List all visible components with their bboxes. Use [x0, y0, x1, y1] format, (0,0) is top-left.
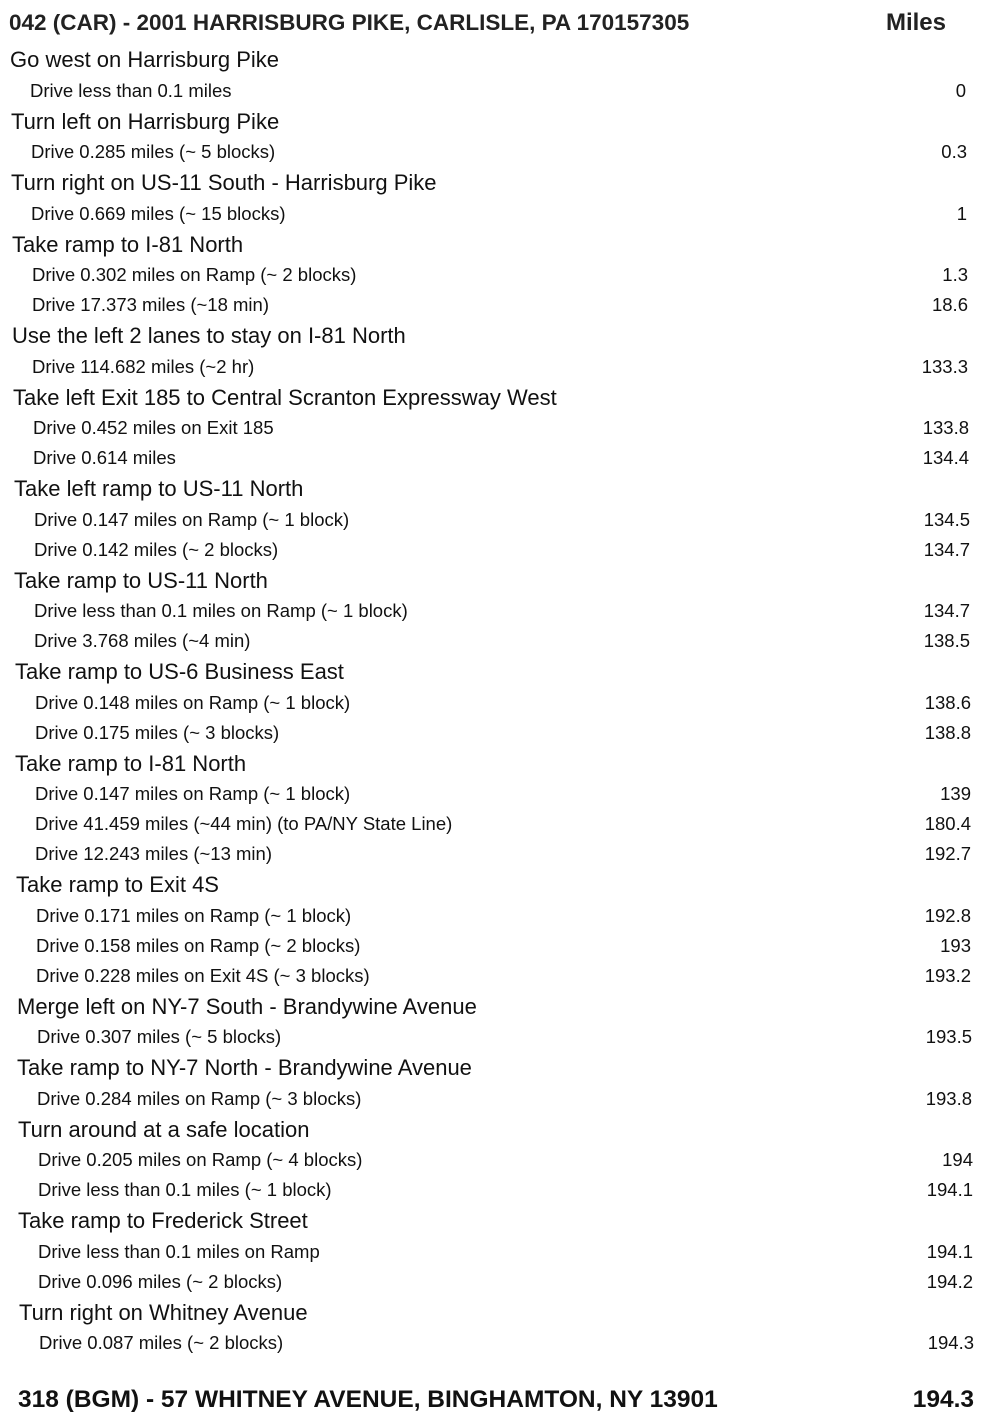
step-instruction: Take ramp to Exit 4S [16, 872, 219, 897]
cumulative-miles: 138.5 [923, 630, 970, 651]
step-detail-row [0, 1084, 984, 1114]
step-detail-row [0, 1022, 984, 1052]
cumulative-miles: 194.1 [926, 1240, 973, 1262]
drive-distance-text: Drive 0.171 miles on Ramp (~ 1 block) [36, 904, 352, 926]
drive-distance-text: Drive 0.302 miles on Ramp (~ 2 blocks) [32, 264, 357, 285]
step-instruction: Go west on Harrisburg Pike [10, 47, 279, 72]
step-detail-row [0, 76, 984, 106]
cumulative-miles: 1.3 [942, 264, 968, 285]
step-detail-row [0, 290, 984, 320]
drive-distance-text: Drive less than 0.1 miles on Ramp [38, 1240, 320, 1262]
route-footer [18, 1382, 974, 1418]
cumulative-miles: 134.5 [923, 508, 970, 530]
drive-distance-text: Drive 0.147 miles on Ramp (~ 1 block) [35, 783, 351, 804]
drive-distance-text: Drive 0.669 miles (~ 15 blocks) [31, 202, 286, 224]
drive-distance-text: Drive 3.768 miles (~4 min) [34, 630, 251, 651]
cumulative-miles: 0.3 [941, 141, 967, 162]
step-detail-row [0, 839, 984, 869]
drive-distance-text: Drive 0.614 miles [33, 447, 176, 468]
step-detail-row [0, 413, 984, 443]
drive-distance-text: Drive 0.452 miles on Exit 185 [33, 417, 274, 438]
drive-distance-text: Drive 0.148 miles on Ramp (~ 1 block) [35, 691, 351, 713]
drive-distance-text: Drive 0.087 miles (~ 2 blocks) [39, 1332, 284, 1353]
drive-distance-text: Drive 0.284 miles on Ramp (~ 3 blocks) [37, 1087, 362, 1109]
cumulative-miles: 192.8 [924, 904, 971, 926]
cumulative-miles: 0 [955, 79, 966, 101]
step-instruction: Take ramp to US-11 North [14, 567, 268, 593]
cumulative-miles: 194 [942, 1149, 973, 1170]
step-detail-row [0, 718, 984, 748]
drive-distance-text: Drive 41.459 miles (~44 min) (to PA/NY State Line) [35, 813, 453, 834]
cumulative-miles: 138.6 [924, 691, 971, 713]
step-detail-row [0, 505, 984, 535]
step-detail-row [0, 1328, 984, 1358]
step-detail-row [0, 260, 984, 290]
step-detail-row [0, 901, 984, 931]
drive-distance-text: Drive 0.158 miles on Ramp (~ 2 blocks) [36, 934, 361, 956]
step-detail-row [0, 199, 984, 229]
cumulative-miles: 138.8 [924, 721, 971, 743]
cumulative-miles: 1 [956, 202, 967, 224]
step-instruction: Merge left on NY-7 South - Brandywine Avenue [17, 993, 477, 1019]
step-instruction: Take ramp to NY-7 North - Brandywine Avenue [17, 1055, 472, 1080]
drive-distance-text: Drive less than 0.1 miles on Ramp (~ 1 block) [34, 600, 408, 621]
drive-distance-text: Drive 0.147 miles on Ramp (~ 1 block) [34, 508, 350, 530]
step-instruction: Take ramp to US-6 Business East [15, 659, 344, 684]
step-instruction: Take ramp to I-81 North [15, 750, 247, 776]
step-instruction: Turn around at a safe location [18, 1116, 310, 1142]
cumulative-miles: 134.7 [923, 538, 970, 560]
step-instruction: Take left ramp to US-11 North [14, 476, 304, 501]
cumulative-miles: 134.4 [922, 447, 969, 468]
cumulative-miles: 193 [940, 934, 971, 956]
step-detail-row [0, 443, 984, 473]
cumulative-miles: 193.5 [925, 1026, 972, 1047]
drive-distance-text: Drive less than 0.1 miles [30, 79, 232, 101]
total-miles: 194.3 [912, 1386, 974, 1413]
cumulative-miles: 139 [940, 783, 971, 804]
step-detail-row [0, 1145, 984, 1175]
drive-distance-text: Drive 0.285 miles (~ 5 blocks) [31, 141, 276, 162]
step-detail-row [0, 931, 984, 961]
step-instruction: Take ramp to Frederick Street [18, 1208, 308, 1233]
step-instruction: Turn left on Harrisburg Pike [11, 108, 280, 134]
step-instruction: Take ramp to I-81 North [12, 231, 244, 257]
cumulative-miles: 194.3 [927, 1332, 974, 1353]
step-detail-row [0, 1237, 984, 1267]
step-detail-row [0, 626, 984, 656]
step-detail-row [0, 535, 984, 565]
drive-distance-text: Drive 0.096 miles (~ 2 blocks) [38, 1270, 283, 1292]
cumulative-miles: 194.2 [926, 1270, 973, 1292]
step-instruction: Take left Exit 185 to Central Scranton Expressway West [13, 384, 557, 410]
step-detail-row [0, 137, 984, 167]
drive-distance-text: Drive 17.373 miles (~18 min) [32, 294, 269, 315]
step-detail-row [0, 961, 984, 991]
route-header [9, 6, 946, 40]
drive-distance-text: Drive less than 0.1 miles (~ 1 block) [38, 1179, 332, 1200]
cumulative-miles: 193.8 [925, 1087, 972, 1109]
step-detail-row [0, 1175, 984, 1205]
miles-column-header: Miles [885, 9, 946, 36]
step-detail-row [0, 352, 984, 382]
cumulative-miles: 18.6 [931, 294, 968, 315]
destination-address: 318 (BGM) - 57 WHITNEY AVENUE, BINGHAMTON, NY 13901 [18, 1386, 718, 1413]
step-detail-row [0, 688, 984, 718]
step-detail-row [0, 809, 984, 839]
step-instruction: Use the left 2 lanes to stay on I-81 North [12, 323, 406, 348]
drive-distance-text: Drive 0.175 miles (~ 3 blocks) [35, 721, 280, 743]
cumulative-miles: 193.2 [924, 964, 971, 986]
drive-distance-text: Drive 0.228 miles on Exit 4S (~ 3 blocks) [36, 964, 370, 986]
drive-distance-text: Drive 0.205 miles on Ramp (~ 4 blocks) [38, 1149, 363, 1170]
cumulative-miles: 194.1 [926, 1179, 973, 1200]
drive-distance-text: Drive 0.142 miles (~ 2 blocks) [34, 538, 279, 560]
cumulative-miles: 133.3 [921, 355, 968, 377]
cumulative-miles: 134.7 [923, 600, 970, 621]
directions-list [0, 44, 984, 1358]
step-instruction: Turn right on Whitney Avenue [19, 1299, 308, 1325]
cumulative-miles: 192.7 [924, 843, 971, 864]
drive-distance-text: Drive 114.682 miles (~2 hr) [32, 355, 255, 377]
cumulative-miles: 180.4 [924, 813, 971, 834]
step-detail-row [0, 779, 984, 809]
step-detail-row [0, 1267, 984, 1297]
drive-distance-text: Drive 0.307 miles (~ 5 blocks) [37, 1026, 282, 1047]
drive-distance-text: Drive 12.243 miles (~13 min) [35, 843, 272, 864]
cumulative-miles: 133.8 [922, 417, 969, 438]
origin-address: 042 (CAR) - 2001 HARRISBURG PIKE, CARLISLE, PA 170157305 [9, 10, 690, 35]
step-detail-row [0, 596, 984, 626]
step-instruction: Turn right on US-11 South - Harrisburg Pike [11, 170, 437, 195]
